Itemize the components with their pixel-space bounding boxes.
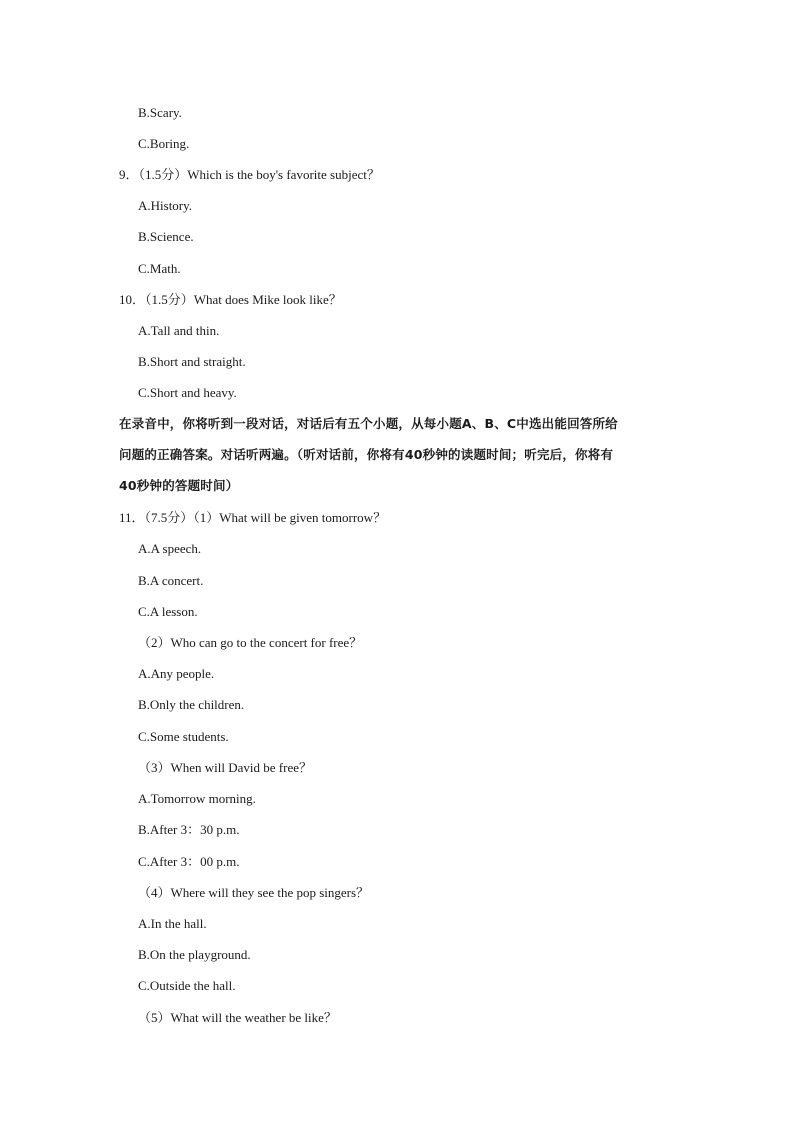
subquestion-11-5: （5）What will the weather be like？ xyxy=(138,1010,337,1025)
option-9b: B.Science. xyxy=(138,229,194,244)
option-11-3b: B.After 3：30 p.m. xyxy=(138,822,240,837)
option-8b: B.Scary. xyxy=(138,105,182,120)
option-11-1a: A.A speech. xyxy=(138,541,202,556)
question-9: 9．（1.5分）Which is the boy's favorite subject？ xyxy=(119,167,380,182)
option-10b: B.Short and straight. xyxy=(138,354,246,369)
subquestion-11-4: （4）Where will they see the pop singers？ xyxy=(138,885,370,900)
option-11-2a: A.Any people. xyxy=(138,666,215,681)
option-11-4a: A.In the hall. xyxy=(138,916,207,931)
instruction-line-1: 在录音中，你将听到一段对话，对话后有五个小题，从每小题A、B、C中选出能回答所给 xyxy=(119,416,618,431)
option-11-1b: B.A concert. xyxy=(138,573,204,588)
option-11-2c: C.Some students. xyxy=(138,729,229,744)
instruction-line-2: 问题的正确答案。对话听两遍。（听对话前，你将有40秒钟的读题时间；听完后，你将有 xyxy=(119,447,614,462)
subquestion-11-2: （2）Who can go to the concert for free？ xyxy=(138,635,363,650)
option-11-3c: C.After 3：00 p.m. xyxy=(138,854,240,869)
option-10a: A.Tall and thin. xyxy=(138,323,220,338)
option-11-2b: B.Only the children. xyxy=(138,697,245,712)
question-10: 10．（1.5分）What does Mike look like？ xyxy=(119,292,342,307)
option-11-3a: A.Tomorrow morning. xyxy=(138,791,256,806)
question-11: 11．（7.5分）（1）What will be given tomorrow？ xyxy=(119,510,387,525)
option-11-4b: B.On the playground. xyxy=(138,947,251,962)
option-9a: A.History. xyxy=(138,198,193,213)
option-8c: C.Boring. xyxy=(138,136,190,151)
option-11-4c: C.Outside the hall. xyxy=(138,978,236,993)
option-11-1c: C.A lesson. xyxy=(138,604,198,619)
subquestion-11-3: （3）When will David be free？ xyxy=(138,760,313,775)
option-9c: C.Math. xyxy=(138,261,181,276)
option-10c: C.Short and heavy. xyxy=(138,385,237,400)
instruction-line-3: 40秒钟的答题时间） xyxy=(119,478,239,493)
